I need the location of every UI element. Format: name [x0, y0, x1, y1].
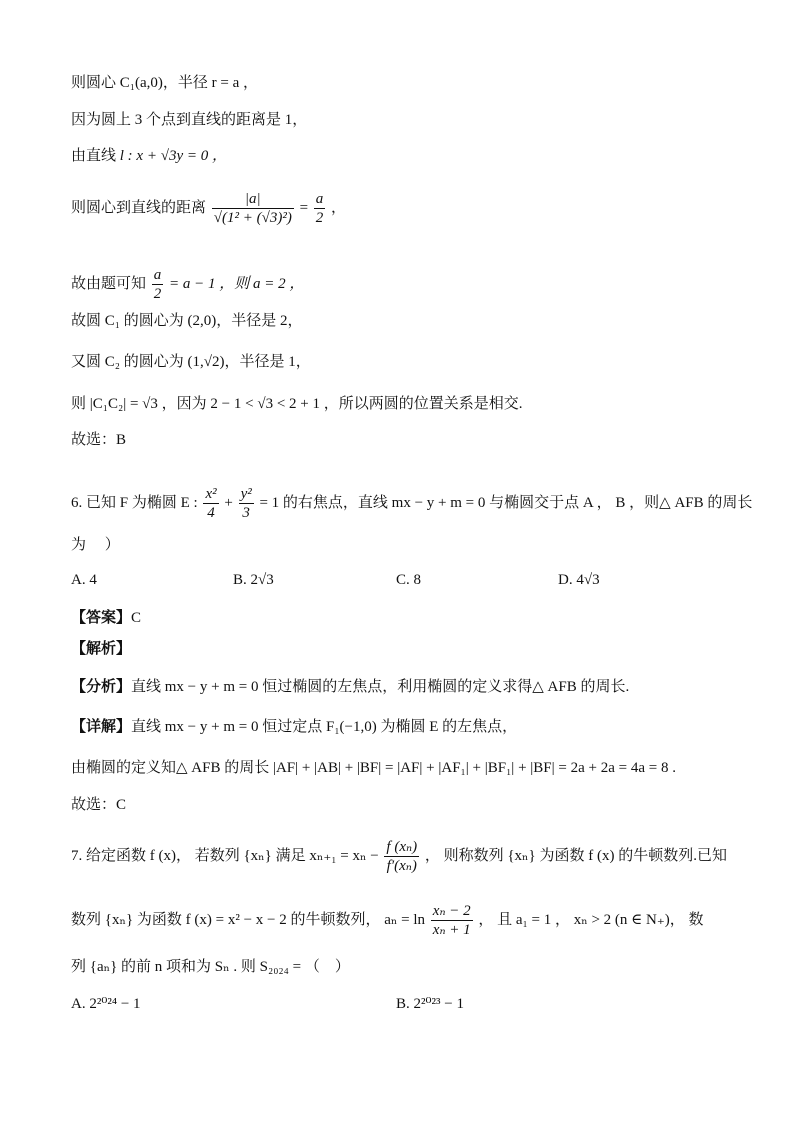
solution-line-2: 因为圆上 3 个点到直线的距离是 1，	[71, 112, 308, 128]
q7-newton-num: f (xₙ)	[386, 839, 418, 855]
fenxi-label: 【分析】	[71, 677, 132, 695]
a-half-fraction	[152, 266, 164, 303]
xiangjie-label: 【详解】	[71, 717, 132, 735]
q6-frac-x	[203, 485, 218, 522]
solution-line-7: 又圆 C₂ 的圆心为 (1,√2)，半径是 1，	[71, 354, 311, 370]
distance-end: ，	[331, 199, 347, 216]
q6-analysis-label	[71, 638, 131, 659]
q6-option-c: C. 8	[396, 572, 422, 588]
q7-ln-fraction	[431, 902, 473, 939]
distance-denominator: √(1² + (√3)²)	[213, 210, 292, 226]
solution-line-1: 则圆心 C₁(a,0)，半径 r = a ，	[71, 75, 258, 91]
fenxi-text: 直线 mx − y + m = 0 恒过椭圆的左焦点，利用椭圆的定义求得△ AFB 的周长.	[131, 679, 630, 695]
q7-ln-num: xₙ − 2	[432, 903, 471, 919]
q6-answer	[71, 607, 141, 628]
q6-option-d: D. 4√3	[558, 572, 600, 588]
xiangjie-text: 直线 mx − y + m = 0 恒过定点 F₁(−1,0) 为椭圆 E 的左焦点，	[131, 719, 518, 735]
solution-line-3-prefix: 由直线	[71, 148, 117, 164]
q7-option-b: B. 2²⁰²³ − 1	[396, 996, 464, 1012]
distance-result-denominator: 2	[315, 210, 324, 226]
a-half-numerator: a	[153, 267, 162, 283]
distance-fraction	[212, 190, 294, 227]
distance-result-numerator: a	[315, 191, 324, 207]
q6-option-b: B. 2√3	[233, 572, 274, 588]
solution-line-3	[71, 146, 227, 166]
q7-stem-line-2	[71, 902, 704, 939]
q6-prefix: 6. 已知 F 为椭圆 E :	[71, 494, 198, 511]
solution-line-5-rest: = a − 1 ，则 a = 2 ，	[169, 275, 305, 292]
q6-stem-line-2: 为 ）	[71, 537, 120, 553]
q7-line2-prefix: 数列 {xₙ} 为函数 f (x) = x² − x − 2 的牛顿数列， aₙ = ln	[71, 911, 426, 928]
q7-newton-fraction	[384, 838, 419, 875]
solution-choice: 故选：B	[71, 432, 127, 448]
solution-line-5-prefix: 故由题可知	[71, 275, 147, 292]
q6-frac-x-num: x²	[205, 486, 217, 502]
solution-line-5	[71, 266, 304, 303]
q7-stem-line-3: 列 {aₙ} 的前 n 项和为 Sₙ . 则 S₂₀₂₄ = （ ）	[71, 959, 350, 975]
q7-option-a: A. 2²⁰²⁴ − 1	[71, 996, 141, 1012]
answer-value: C	[131, 610, 142, 626]
distance-numerator: |a|	[212, 190, 294, 209]
q6-suffix: = 1 的右焦点，直线 mx − y + m = 0 与椭圆交于点 A ， B ，则△ AFB 的周长	[259, 494, 753, 511]
solution-line-6: 故圆 C₁ 的圆心为 (2,0)，半径是 2，	[71, 313, 303, 329]
solution-line-4	[71, 190, 346, 227]
q6-derivation: 由椭圆的定义知△ AFB 的周长 |AF| + |AB| + |BF| = |AF| + |AF₁| + |BF₁| + |BF| = 2a + 2a = 4a = 8 .	[71, 760, 676, 776]
solution-line-3-math: l : x + √3y = 0 ，	[119, 148, 227, 164]
solution-line-8: 则 |C₁C₂| = √3 ，因为 2 − 1 < √3 < 2 + 1 ，所以两圆的位置关系是相交.	[71, 396, 523, 412]
q6-plus: +	[224, 494, 233, 511]
q7-prefix: 7. 给定函数 f (x)， 若数列 {xₙ} 满足 xₙ₊₁ = xₙ −	[71, 847, 379, 864]
q6-xiangjie	[71, 716, 517, 737]
distance-equals: =	[299, 199, 309, 216]
q7-stem	[71, 838, 727, 875]
distance-result-fraction	[314, 190, 326, 227]
q7-newton-den: f′(xₙ)	[386, 858, 417, 874]
a-half-denominator: 2	[153, 286, 162, 302]
q6-option-a: A. 4	[71, 572, 97, 588]
answer-label: 【答案】	[71, 608, 132, 626]
q7-ln-den: xₙ + 1	[432, 922, 471, 938]
q6-frac-y-den: 3	[242, 505, 250, 521]
distance-label: 则圆心到直线的距离	[71, 199, 207, 216]
q6-stem	[71, 485, 752, 522]
analysis-label: 【解析】	[71, 639, 132, 657]
q6-frac-x-den: 4	[207, 505, 215, 521]
q6-choice: 故选：C	[71, 797, 127, 813]
q6-frac-y-num: y²	[240, 486, 252, 502]
q7-line2-suffix: ， 且 a₁ = 1 ， xₙ > 2 (n ∈ N₊)， 数	[478, 911, 704, 928]
q6-frac-y	[239, 485, 254, 522]
q6-fenxi	[71, 676, 629, 697]
q7-suffix: ， 则称数列 {xₙ} 为函数 f (x) 的牛顿数列.已知	[424, 847, 727, 864]
